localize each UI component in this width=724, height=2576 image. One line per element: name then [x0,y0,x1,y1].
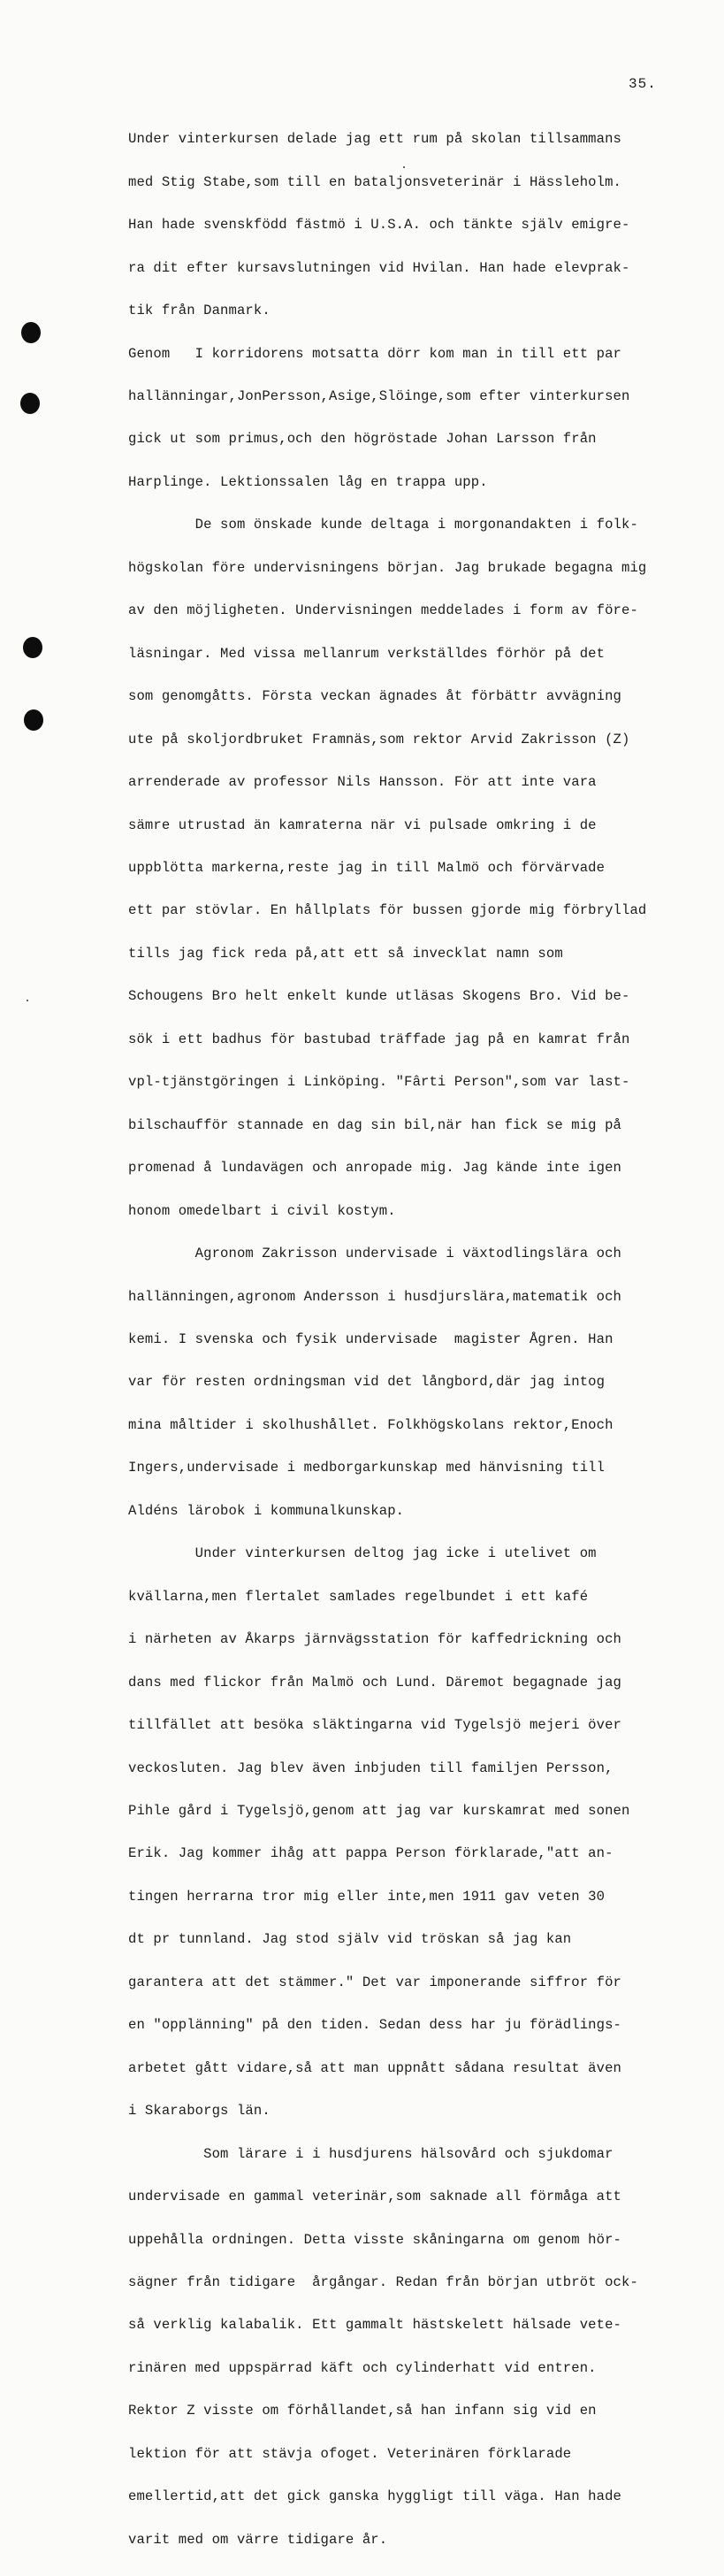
binder-hole [21,322,41,343]
paper-speck [403,166,405,168]
text-line: arbetet gått vidare,så att man uppnått sådana resultat även [128,2059,622,2076]
text-line: i Skaraborgs län. [128,2103,271,2120]
text-line: så verklig kalabalik. Ett gammalt hästskelett hälsade vete- [128,2317,622,2334]
text-line: Ingers,undervisade i medborgarkunskap med hänvisning till [128,1460,606,1476]
text-line: emellertid,att det gick ganska hyggligt till väga. Han hade [128,2488,622,2505]
text-line: Under vinterkursen deltog jag icke i utelivet om [128,1545,597,1562]
binder-hole [20,393,40,414]
text-line: i närheten av Åkarps järnvägsstation för kaffedrickning och [128,1631,622,1648]
text-line: uppblötta markerna,reste jag in till Malmö och förvärvade [128,860,606,877]
text-line: Genom I korridorens motsatta dörr kom man in till ett par [128,345,622,362]
text-line: vpl-tjänstgöringen i Linköping. "Fârti Person",som var last- [128,1074,630,1091]
text-line: De som önskade kunde deltaga i morgonandakten i folk- [128,517,638,533]
text-line: dt pr tunnland. Jag stod själv vid tröskan så jag kan [128,1931,572,1948]
text-line: tingen herrarna tror mig eller inte,men 1911 gav veten 30 [128,1888,606,1905]
text-line: av den möjligheten. Undervisningen meddelades i form av före- [128,602,638,619]
text-line: garantera att det stämmer." Det var imponerande siffror för [128,1974,622,1990]
text-line: Som lärare i i husdjurens hälsovård och sjukdomar [128,2145,613,2162]
text-line: tills jag fick reda på,att ett så invecklat namn som [128,945,563,962]
body-text [128,104,694,2575]
text-line: Agronom Zakrisson undervisade i växtodlingslära och [128,1246,622,1262]
text-line: kemi. I svenska och fysik undervisade magister Ågren. Han [128,1331,613,1347]
text-line: lektion för att stävja ofoget. Veterinären förklarade [128,2445,572,2462]
text-line: Erik. Jag kommer ihåg att pappa Person förklarade,"att an- [128,1845,613,1862]
text-line: varit med om värre tidigare år. [128,2531,388,2548]
text-line: sök i ett badhus för bastubad träffade jag på en kamrat från [128,1031,630,1047]
text-line: bilschaufför stannade en dag sin bil,när han fick se mig på [128,1116,622,1133]
binder-hole [23,637,42,658]
text-line: med Stig Stabe,som till en bataljonsveterinär i Hässleholm. [128,173,622,190]
text-line: tillfället att besöka släktingarna vid Tygelsjö mejeri över [128,1717,622,1734]
text-line: ute på skoljordbruket Framnäs,som rektor Arvid Zakrisson (Z) [128,731,630,748]
paper-speck [27,1000,28,1001]
text-line: som genomgåtts. Första veckan ägnades åt förbättr avvägning [128,688,622,705]
text-line: Pihle gård i Tygelsjö,genom att jag var kurskamrat med sonen [128,1802,630,1819]
text-line: rinären med uppspärrad käft och cylinderhatt vid entren. [128,2359,597,2376]
text-line: uppehålla ordningen. Detta visste skåningarna om genom hör- [128,2231,622,2248]
text-line: honom omedelbart i civil kostym. [128,1202,396,1219]
text-line: läsningar. Med vissa mellanrum verkställdes förhör på det [128,645,606,662]
text-line: högskolan före undervisningens början. Jag brukade begagna mig [128,559,647,576]
text-line: promenad å lundavägen och anropade mig. Jag kände inte igen [128,1160,622,1177]
text-line: var för resten ordningsman vid det långbord,där jag intog [128,1374,606,1391]
text-line: ra dit efter kursavslutningen vid Hvilan. Han hade elevprak- [128,259,630,276]
binder-hole [24,709,43,731]
text-line: veckosluten. Jag blev även inbjuden till familjen Persson, [128,1760,613,1776]
text-line: gick ut som primus,och den högröstade Johan Larsson från [128,431,597,448]
text-line: Rektor Z visste om förhållandet,så han infann sig vid en [128,2403,597,2419]
text-line: Han hade svenskfödd fästmö i U.S.A. och tänkte själv emigre- [128,217,630,234]
text-line: sägner från tidigare årgångar. Redan från början utbröt ock- [128,2273,638,2290]
text-line: dans med flickor från Malmö och Lund. Däremot begagnade jag [128,1674,622,1690]
text-line: Under vinterkursen delade jag ett rum på skolan tillsammans [128,131,622,148]
text-line: undervisade en gammal veterinär,som saknade all förmåga att [128,2189,622,2205]
text-line: hallänningen,agronom Andersson i husdjurslära,matematik och [128,1288,622,1305]
text-line: sämre utrustad än kamraterna när vi pulsade omkring i de [128,816,597,833]
text-line: hallänningar,JonPersson,Asige,Slöinge,som efter vinterkursen [128,388,630,405]
text-line: Schougens Bro helt enkelt kunde utläsas Skogens Bro. Vid be- [128,988,630,1005]
text-line: en "opplänning" på den tiden. Sedan dess har ju förädlings- [128,2017,622,2034]
text-line: tik från Danmark. [128,303,271,319]
text-line: Aldéns lärobok i kommunalkunskap. [128,1502,405,1519]
text-line: Harplinge. Lektionssalen låg en trappa upp. [128,473,488,490]
text-line: mina måltider i skolhushållet. Folkhögskolans rektor,Enoch [128,1416,613,1433]
page-number: 35. [629,76,657,92]
text-line: kvällarna,men flertalet samlades regelbundet i ett kafé [128,1588,589,1605]
text-line: arrenderade av professor Nils Hansson. För att inte vara [128,774,597,791]
text-line: ett par stövlar. En hållplats för bussen gjorde mig förbryllad [128,902,647,919]
